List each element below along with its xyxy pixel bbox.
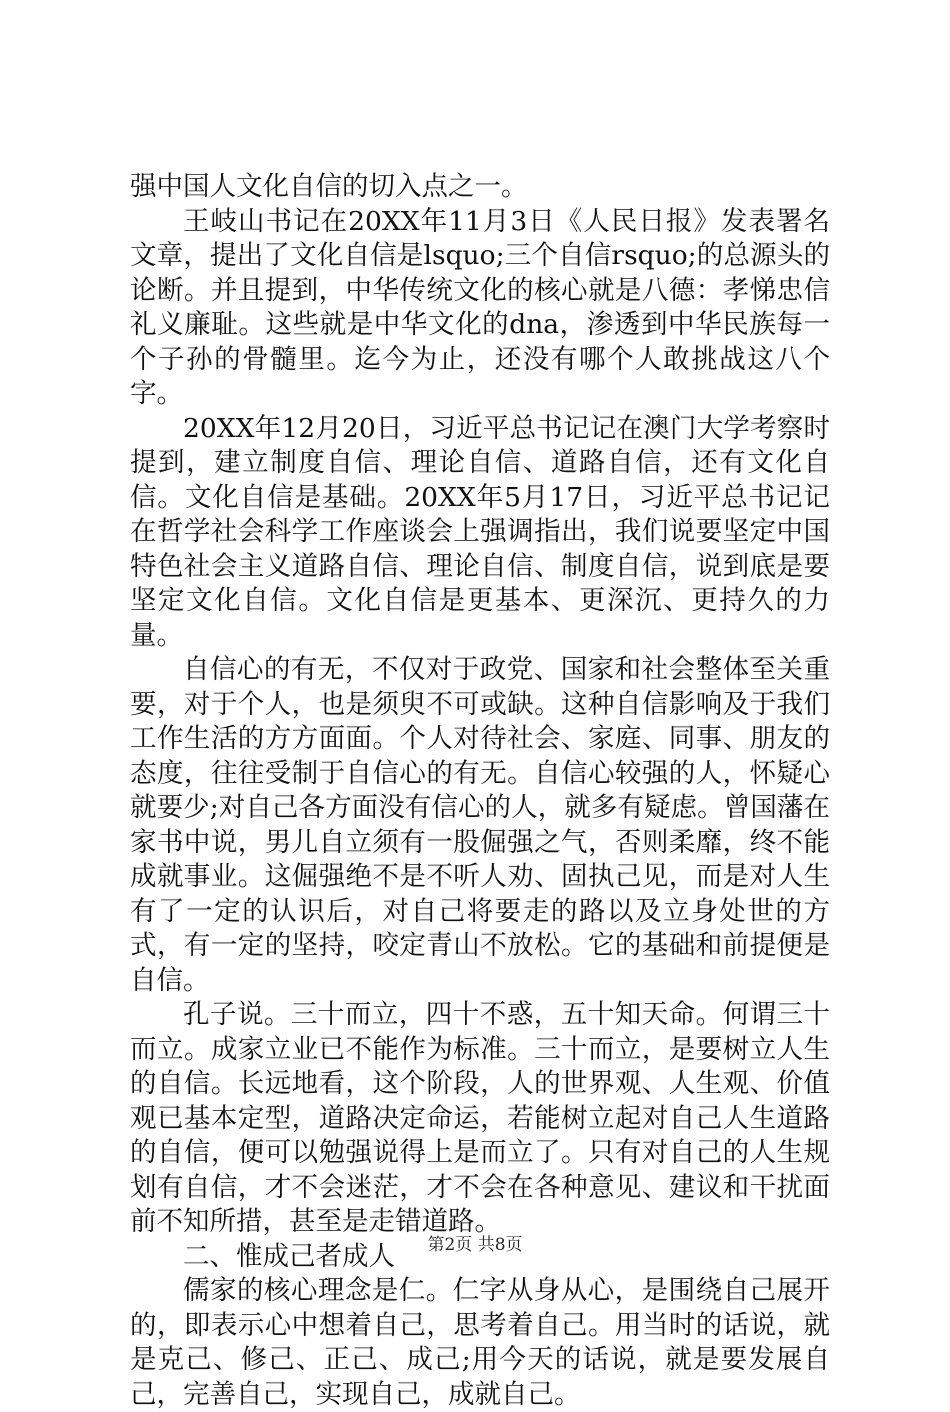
document-body — [130, 170, 830, 1412]
paragraph-3: 20XX年12月20日，习近平总书记记在澳门大学考察时提到，建立制度自信、理论自信、道路自信，还有文化自信。文化自信是基础。20XX年5月17日，习近平总书记记在哲学社会科学工作座谈会上强调指出，我们说要坚定中国特色社会主义道路自信、理论自信、制度自信，说到底是要坚定文化自信。文化自信是更基本、更深沉、更持久的力量。 — [130, 412, 830, 651]
page-footer: 第2页 共8页 — [427, 1235, 523, 1255]
paragraph-6: 儒家的核心理念是仁。仁字从身从心，是围绕自己展开的，即表示心中想着自己，思考着自己。用当时的话说，就是克己、修己、正己、成己;用今天的话说，就是要发展自己，完善自己，实现自己，成就自己。 — [130, 1275, 830, 1410]
paragraph-2: 王岐山书记在20XX年11月3日《人民日报》发表署名文章，提出了文化自信是lsquo;三个自信rsquo;的总源头的论断。并且提到，中华传统文化的核心就是八德：孝悌忠信礼义廉耻。这些就是中华文化的dna，渗透到中华民族每一个子孙的骨髓里。迄今为止，还没有哪个人敢挑战这八个字。 — [130, 205, 830, 409]
section-heading: 二、惟成己者成人 — [183, 1240, 395, 1272]
paragraph-1: 强中国人文化自信的切入点之一。 — [130, 171, 528, 202]
paragraph-4: 自信心的有无，不仅对于政党、国家和社会整体至关重要，对于个人，也是须臾不可或缺。这种自信影响及于我们工作生活的方方面面。个人对待社会、家庭、同事、朋友的态度，往往受制于自信心的有无。自信心较强的人，怀疑心就要少;对自己各方面没有信心的人，就多有疑虑。曾国藩在家书中说，男儿自立须有一股倔强之气，否则柔靡，终不能成就事业。这倔强绝不是不听人劝、固执己见，而是对人生有了一定的认识后，对自己将要走的路以及立身处世的方式，有一定的坚持，咬定青山不放松。它的基础和前提便是自信。 — [130, 654, 830, 996]
paragraph-5: 孔子说。三十而立，四十不惑，五十知天命。何谓三十而立。成家立业已不能作为标准。三十而立，是要树立人生的自信。长远地看，这个阶段，人的世界观、人生观、价值观已基本定型，道路决定命运，若能树立起对自己人生道路的自信，便可以勉强说得上是而立了。只有对自己的人生规划有自信，才不会迷茫，才不会在各种意见、建议和干扰面前不知所措，甚至是走错道路。 — [130, 999, 830, 1237]
